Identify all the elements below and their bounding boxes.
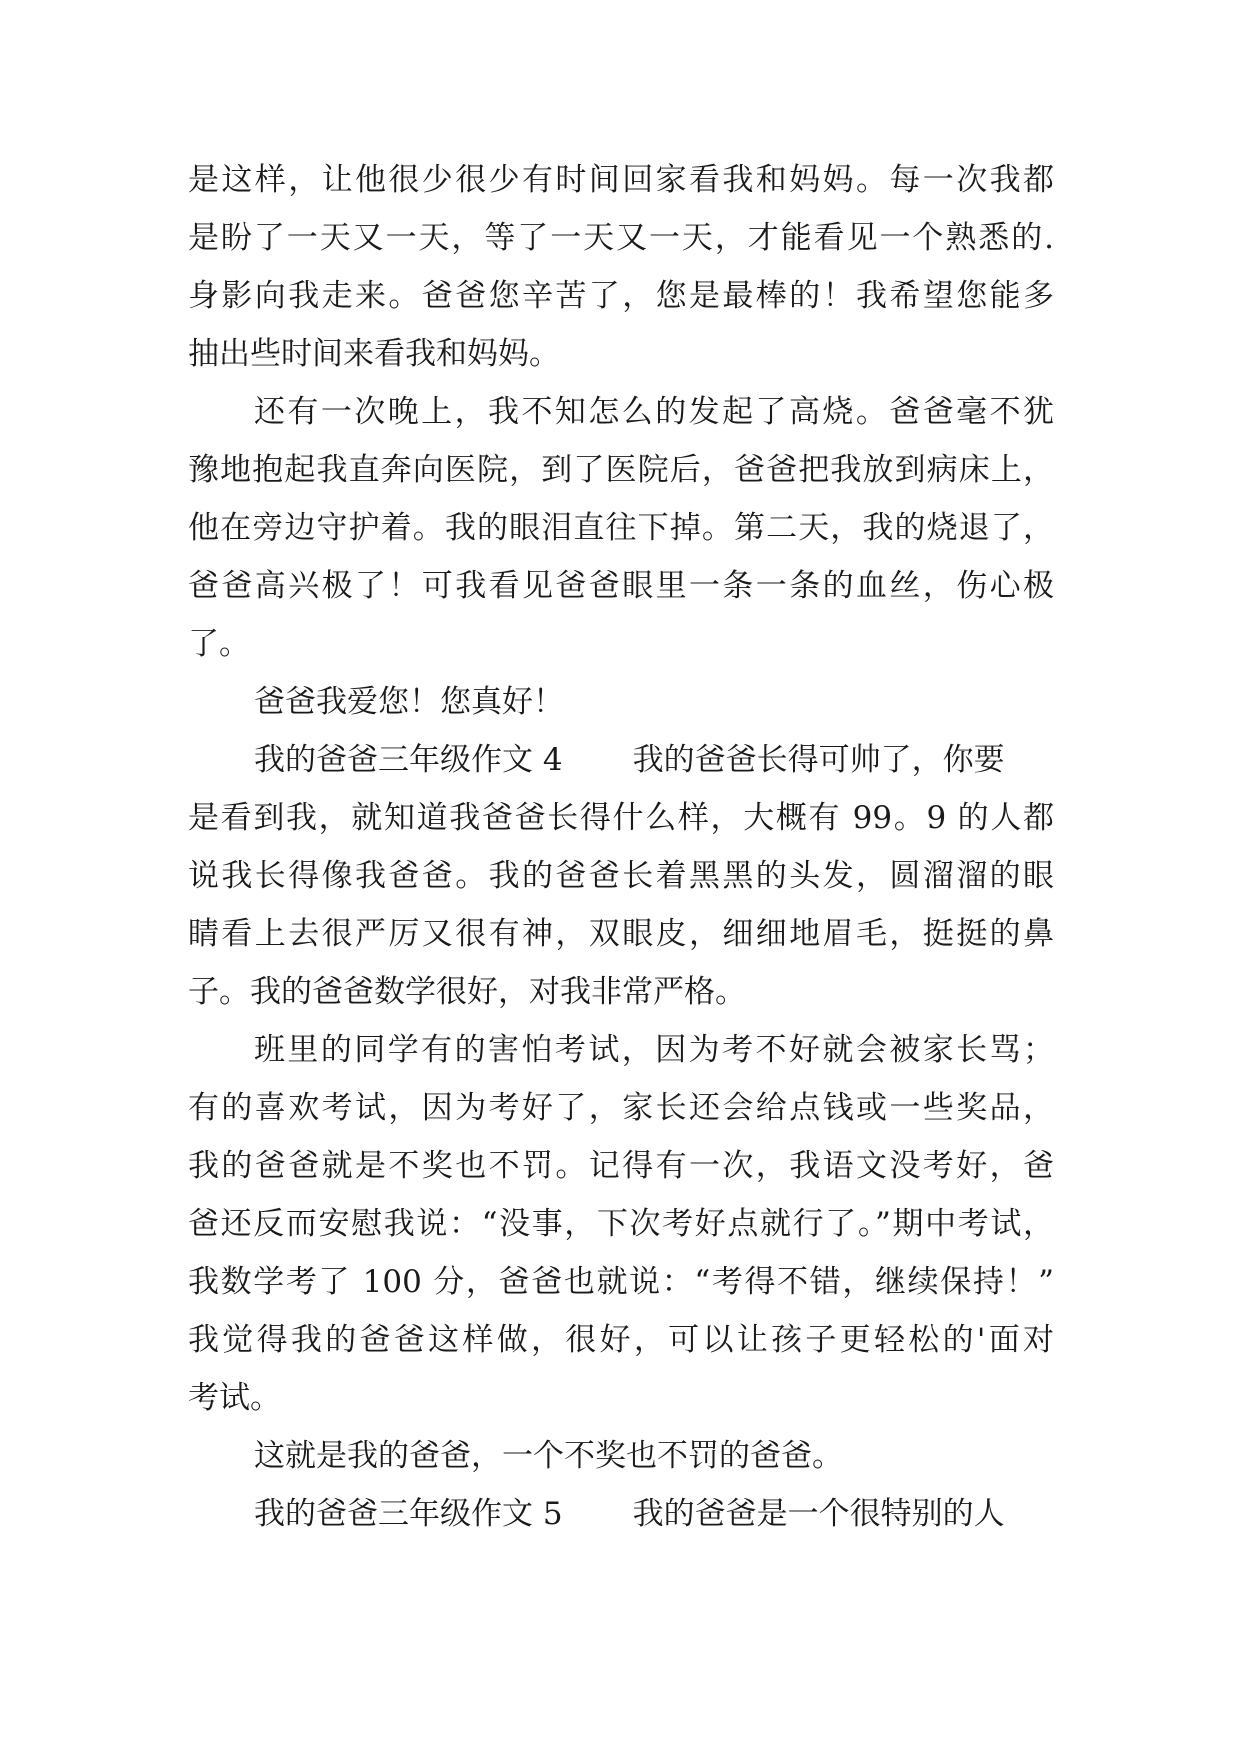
- text-line: 考试。: [188, 1380, 281, 1416]
- text-line: 我数学考了 100 分，爸爸也就说：“考得不错，继续保持！”: [188, 1264, 1054, 1300]
- paragraph-first-line: 班里的同学有的害怕考试，因为考不好就会被家长骂；: [254, 1032, 1054, 1068]
- text-line: 是盼了一天又一天，等了一天又一天，才能看见一个熟悉的.: [188, 220, 1054, 256]
- text-line: 说我长得像我爸爸。我的爸爸长着黑黑的头发，圆溜溜的眼: [188, 858, 1054, 894]
- text-line: 爸爸高兴极了！可我看见爸爸眼里一条一条的血丝，伤心极: [188, 568, 1054, 604]
- essay-opening: 我的爸爸长得可帅了，你要: [632, 742, 1005, 778]
- text-line: 我的爸爸就是不奖也不罚。记得有一次，我语文没考好，爸: [188, 1148, 1054, 1184]
- paragraph-first-line: 还有一次晚上，我不知怎么的发起了高烧。爸爸毫不犹: [254, 394, 1054, 430]
- essay-heading: 我的爸爸三年级作文 4: [254, 742, 563, 778]
- essay-heading-line: [254, 1494, 1054, 1534]
- text-line: 抽出些时间来看我和妈妈。: [188, 336, 560, 372]
- essay-heading-line: [254, 740, 1054, 780]
- essay-opening: 我的爸爸是一个很特别的人: [632, 1496, 1005, 1532]
- paragraph-first-line: 这就是我的爸爸，一个不奖也不罚的爸爸。: [254, 1438, 843, 1474]
- text-line: 他在旁边守护着。我的眼泪直往下掉。第二天，我的烧退了，: [188, 510, 1054, 546]
- essay-heading: 我的爸爸三年级作文 5: [254, 1496, 563, 1532]
- text-line: 是这样，让他很少很少有时间回家看我和妈妈。每一次我都: [188, 162, 1054, 198]
- text-line: 了。: [188, 626, 250, 662]
- paragraph-first-line: 爸爸我爱您！您真好！: [254, 684, 564, 720]
- text-line: 是看到我，就知道我爸爸长得什么样，大概有 99。9 的人都: [188, 800, 1054, 836]
- text-line: 身影向我走来。爸爸您辛苦了，您是最棒的！我希望您能多: [188, 278, 1054, 314]
- text-line: 豫地抱起我直奔向医院，到了医院后，爸爸把我放到病床上，: [188, 452, 1054, 488]
- text-line: 爸还反而安慰我说：“没事，下次考好点就行了。”期中考试，: [188, 1206, 1054, 1242]
- text-line: 睛看上去很严厉又很有神，双眼皮，细细地眉毛，挺挺的鼻: [188, 916, 1054, 952]
- text-line: 有的喜欢考试，因为考好了，家长还会给点钱或一些奖品，: [188, 1090, 1054, 1126]
- text-line: 子。我的爸爸数学很好，对我非常严格。: [188, 974, 746, 1010]
- text-line: 我觉得我的爸爸这样做，很好，可以让孩子更轻松的'面对: [188, 1322, 1054, 1358]
